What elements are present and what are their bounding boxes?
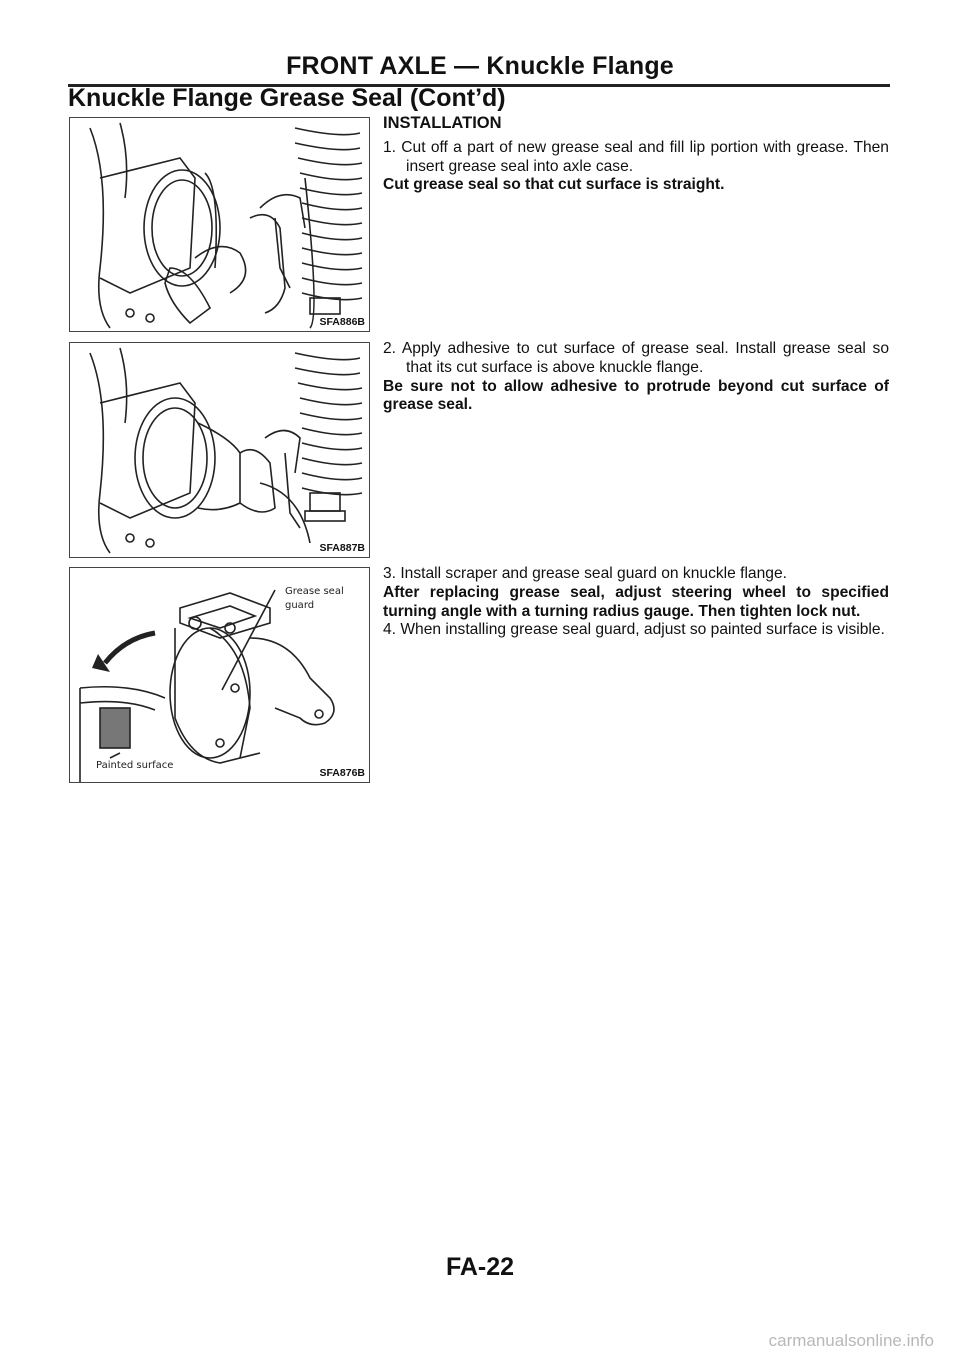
installation-text-2 [383,340,889,415]
label-grease-seal-guard: Grease seal [285,586,344,597]
step-3-note: After replacing grease seal, adjust steering wheel to specified turning angle with a turning radius gauge. Then tighten lock nut. [383,583,889,620]
chapter-title: FRONT AXLE — Knuckle Flange [286,52,674,80]
section-title: Knuckle Flange Grease Seal (Cont’d) [68,84,506,112]
installation-text-3 [383,565,889,640]
installation-text-1 [383,114,889,195]
figure-grease-seal-guard [69,567,370,783]
watermark: carmanualsonline.info [768,1331,934,1350]
page-number: FA-22 [445,1253,515,1281]
installation-heading: INSTALLATION [383,114,502,132]
grease-seal-guard-illustration [70,568,369,782]
figure-grease-seal-installed [69,342,370,558]
figure-id: SFA886B [319,316,365,328]
step-1: 1. Cut off a part of new grease seal and fill lip portion with grease. Then insert grease seal into axle case. [383,138,889,175]
grease-seal-insertion-illustration [70,118,369,331]
figure-id: SFA887B [319,542,365,554]
step-3: 3. Install scraper and grease seal guard on knuckle flange. [383,565,787,582]
step-2: 2. Apply adhesive to cut surface of grease seal. Install grease seal so that its cut surface is above knuckle flange. [383,340,889,376]
label-grease-seal-guard-2: guard [285,600,315,611]
figure-grease-seal-insertion [69,117,370,332]
step-2-note: Be sure not to allow adhesive to protrude beyond cut surface of grease seal. [383,377,889,414]
grease-seal-installed-illustration [70,343,369,557]
step-1-note: Cut grease seal so that cut surface is straight. [383,176,725,194]
step-4: 4. When installing grease seal guard, adjust so painted surface is visible. [383,621,885,639]
label-painted-surface: Painted surface [96,760,174,771]
figure-id: SFA876B [319,767,365,779]
